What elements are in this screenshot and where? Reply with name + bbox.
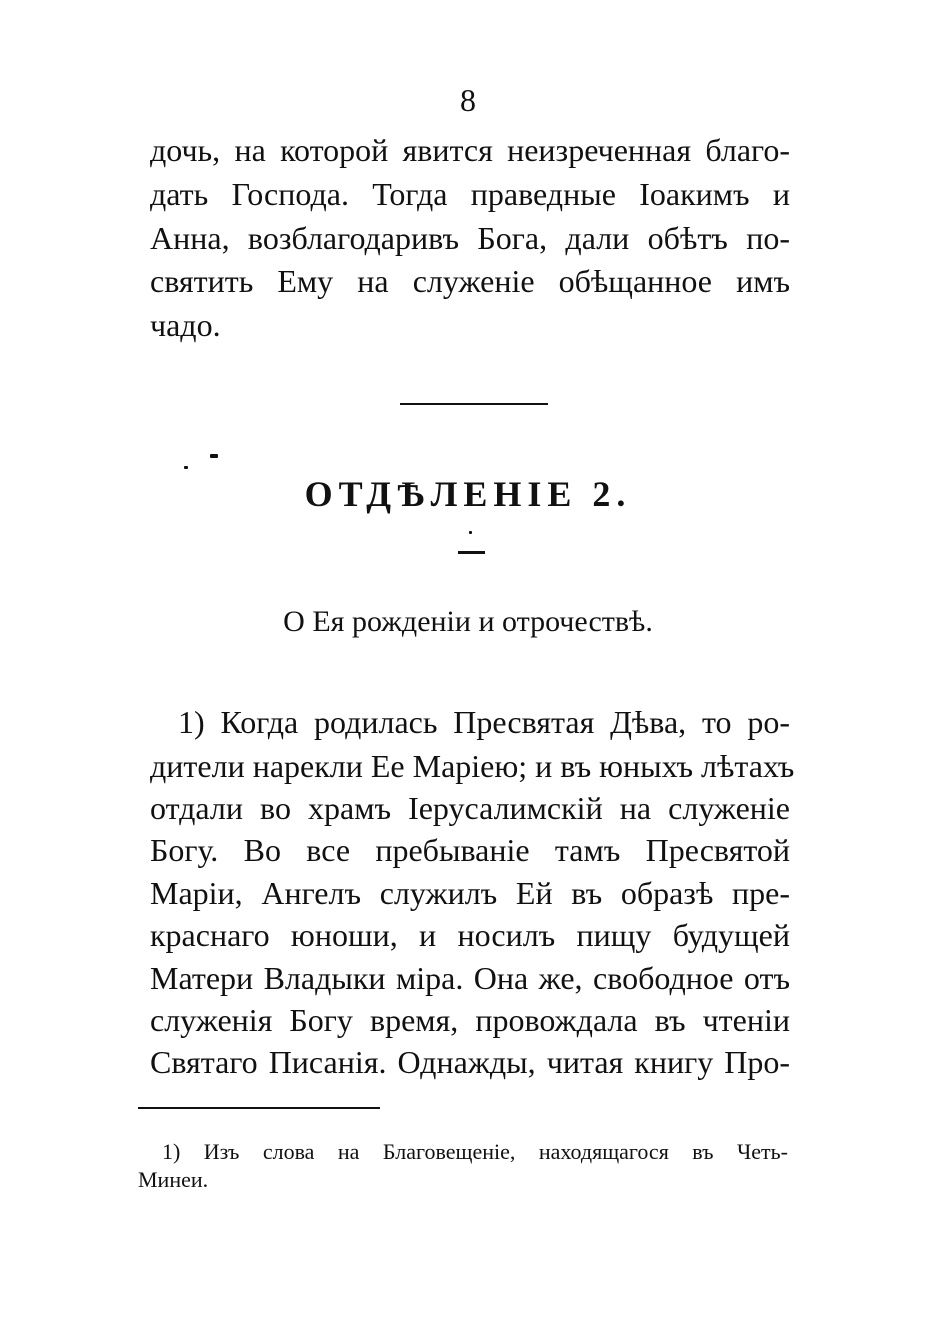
section-divider-rule xyxy=(400,403,548,405)
text-line: служенія Богу время, провождала въ чтеніи xyxy=(150,1002,790,1038)
text-line: краснаго юноши, и носилъ пищу будущей xyxy=(150,917,790,953)
text-line: чадо. xyxy=(150,307,221,343)
print-speck xyxy=(184,466,188,469)
page-number: 8 xyxy=(460,82,476,118)
text-line: Матери Владыки міра. Она же, свободное отъ xyxy=(150,960,790,996)
text-line: Маріи, Ангелъ служилъ Ей въ образѣ пре- xyxy=(150,875,790,911)
text-line: 1) Когда родилась Пресвятая Дѣва, то ро- xyxy=(178,704,790,740)
text-line: святить Ему на служеніе обѣщанное имъ xyxy=(150,263,790,299)
footnote-rule xyxy=(138,1107,380,1109)
print-speck xyxy=(210,454,218,458)
section-subtitle: О Ея рожденіи и отрочествѣ. xyxy=(283,605,653,638)
text-line: Святаго Писанія. Однажды, читая книгу Про- xyxy=(150,1044,790,1080)
text-line: дители нарекли Ее Маріею; и въ юныхъ лѣтахъ xyxy=(150,748,795,784)
text-line: отдали во храмъ Іерусалимскій на служеніе xyxy=(150,790,790,826)
footnote-line: 1) Изъ слова на Благовещеніе, находящагося въ Четь- xyxy=(162,1139,788,1164)
text-line: дочь, на которой явится неизреченная благо- xyxy=(150,132,790,168)
heading-dash xyxy=(458,551,485,554)
section-heading: ОТДѢЛЕНІЕ 2. xyxy=(304,474,632,514)
text-line: Богу. Во все пребываніе тамъ Пресвятой xyxy=(150,832,790,868)
footnote-line: Минеи. xyxy=(138,1167,209,1192)
text-line: дать Господа. Тогда праведные Іоакимъ и xyxy=(150,176,790,212)
print-speck xyxy=(469,531,472,534)
text-line: Анна, возблагодаривъ Бога, дали обѣтъ по- xyxy=(150,220,790,256)
